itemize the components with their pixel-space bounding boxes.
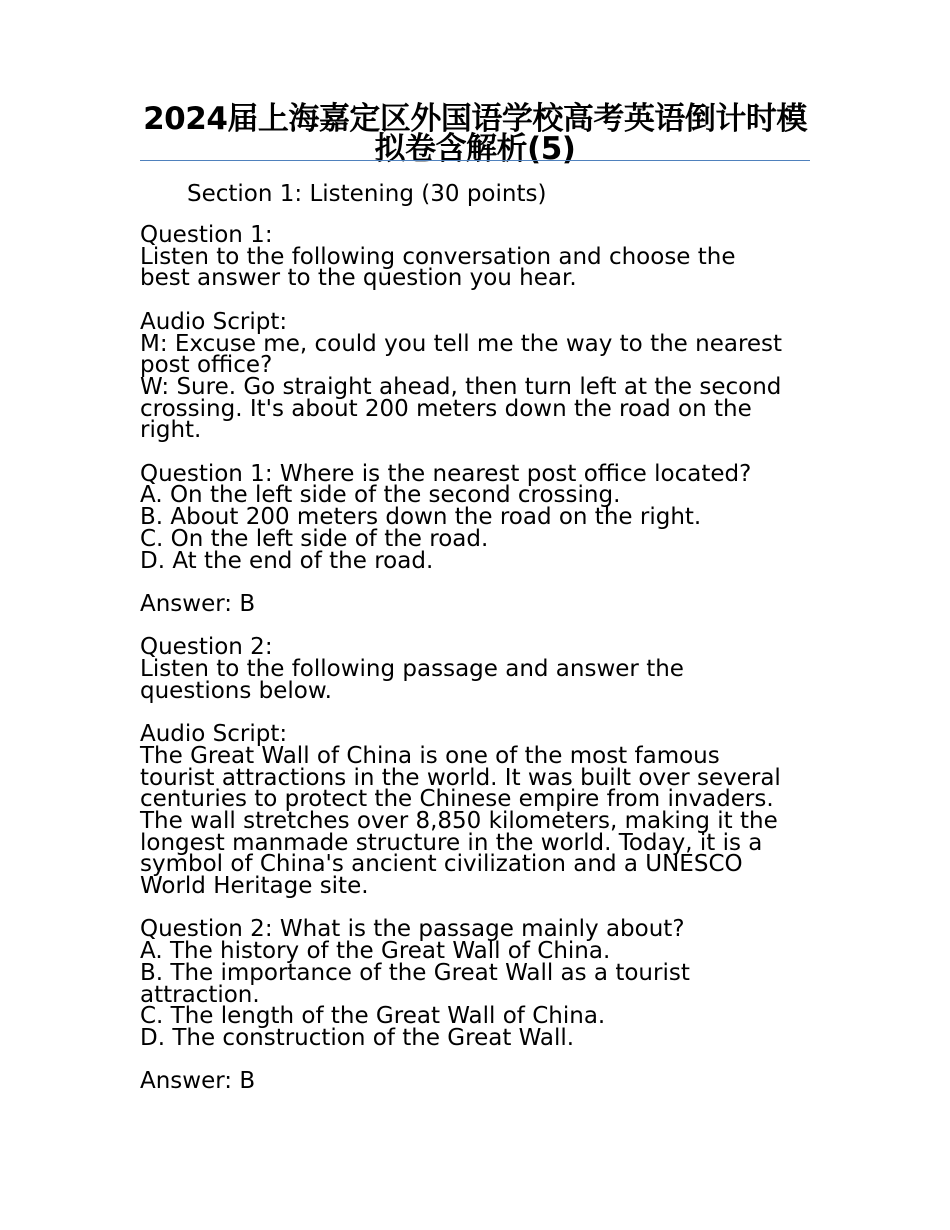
script-line: post office? — [140, 352, 273, 379]
script-line: The Great Wall of China is one of the most famous — [140, 742, 720, 769]
audio-script-label: Audio Script: — [140, 721, 288, 748]
section-heading: Section 1: Listening (30 points) — [187, 181, 547, 207]
question-1-answer — [140, 590, 810, 617]
question-label: Question 1: — [140, 222, 273, 248]
question-2-instructions — [140, 634, 810, 704]
instruction-line: Listen to the following conversation and choose the — [140, 243, 736, 270]
question-2-prompt — [140, 916, 810, 1051]
script-line: M: Excuse me, could you tell me the way to the nearest — [140, 330, 783, 357]
question-1-audio-script — [140, 308, 810, 444]
question-1-prompt — [140, 460, 810, 574]
question-1-instructions — [140, 222, 810, 292]
answer-option: C. The length of the Great Wall of China. — [140, 1003, 606, 1030]
script-line: The wall stretches over 8,850 kilometers, making it the — [140, 807, 778, 834]
instruction-line: questions below. — [140, 677, 332, 704]
answer-option: C. On the left side of the road. — [140, 525, 489, 552]
question-text: Question 2: What is the passage mainly about? — [140, 916, 685, 943]
answer-option: B. The importance of the Great Wall as a tourist — [140, 959, 690, 986]
script-line: tourist attractions in the world. It was built over several — [140, 764, 781, 791]
title-underline — [140, 160, 810, 161]
script-line: centuries to protect the Chinese empire from invaders. — [140, 786, 774, 813]
question-2-audio-script — [140, 721, 810, 900]
answer-option: A. On the left side of the second crossing. — [140, 482, 621, 509]
answer-option: A. The history of the Great Wall of China. — [140, 938, 611, 965]
document-body — [140, 222, 810, 1115]
script-line: symbol of China's ancient civilization and a UNESCO — [140, 851, 743, 878]
script-line: right. — [140, 417, 202, 444]
answer-option: D. The construction of the Great Wall. — [140, 1024, 575, 1051]
question-text: Question 1: Where is the nearest post office located? — [140, 460, 752, 487]
script-line: W: Sure. Go straight ahead, then turn left at the second — [140, 373, 782, 400]
answer-option: D. At the end of the road. — [140, 547, 434, 574]
question-label: Question 2: — [140, 634, 273, 661]
answer-key: Answer: B — [140, 1068, 256, 1095]
answer-option: attraction. — [140, 981, 260, 1008]
script-line: longest manmade structure in the world. Today, it is a — [140, 829, 763, 856]
document-title: 2024届上海嘉定区外国语学校高考英语倒计时模拟卷含解析(5) — [143, 101, 807, 167]
instruction-line: Listen to the following passage and answer the — [140, 656, 684, 682]
instruction-line: best answer to the question you hear. — [140, 265, 577, 292]
question-2-answer — [140, 1068, 810, 1095]
script-line: World Heritage site. — [140, 873, 369, 900]
script-line: crossing. It's about 200 meters down the road on the — [140, 395, 752, 422]
audio-script-label: Audio Script: — [140, 308, 288, 335]
answer-key: Answer: B — [140, 590, 256, 617]
answer-option: B. About 200 meters down the road on the right. — [140, 504, 702, 531]
